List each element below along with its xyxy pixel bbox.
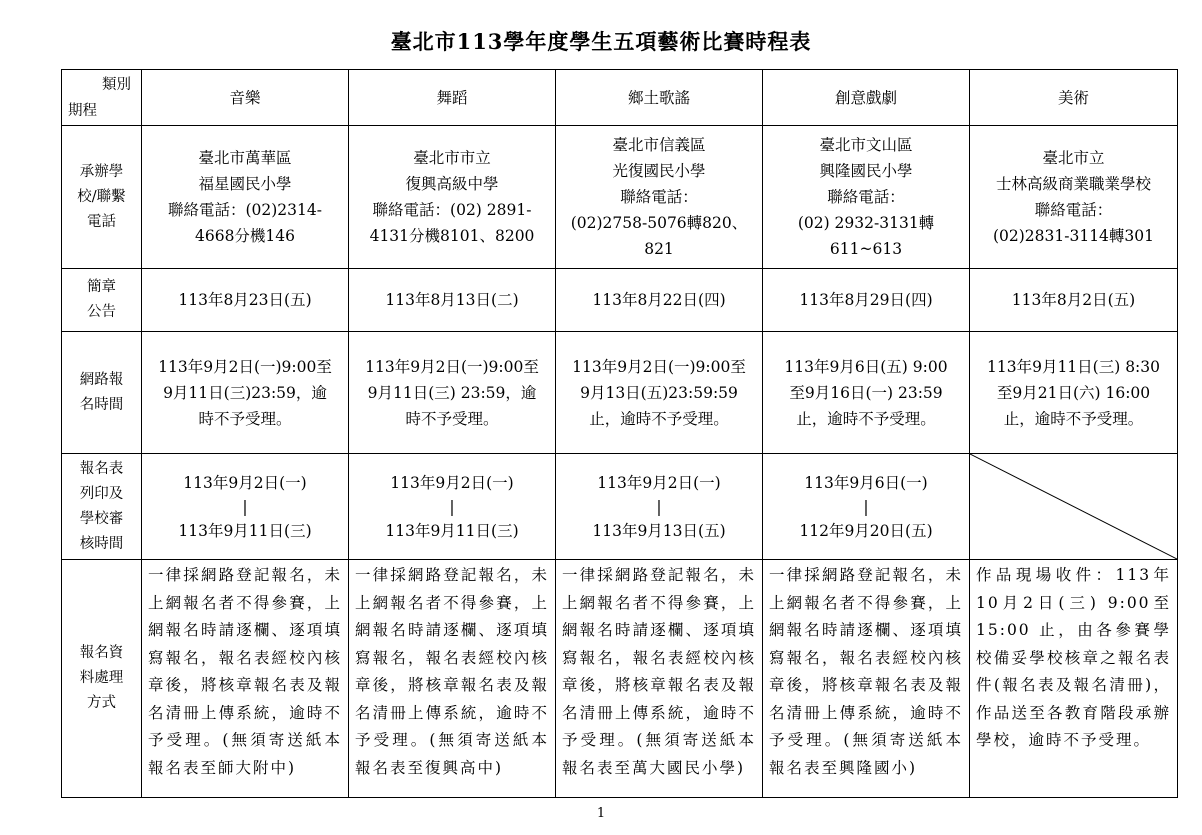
review-start: 113年9月6日(一) <box>804 473 928 492</box>
announce-date: 113年8月29日(四) <box>763 269 970 332</box>
category-header: 美術 <box>970 70 1178 126</box>
row-label-line: 核時間 <box>79 535 124 552</box>
host-cell-folk-song <box>556 126 763 269</box>
host-line: (02)2758-5076轉820、 <box>570 214 748 232</box>
host-line: 聯絡電話： <box>620 188 698 206</box>
period-line: 113年9月2日(一)9:00至 <box>365 357 539 376</box>
row-label-line: 學校審 <box>79 510 124 527</box>
diagonal-line <box>970 454 1177 559</box>
period-line: 9月11日(三) 23:59，逾 <box>367 383 537 402</box>
corner-label-period: 期程 <box>68 103 97 119</box>
host-line: 復興高級中學 <box>405 175 499 193</box>
review-period <box>556 454 763 560</box>
period-line: 時不予受理。 <box>405 409 499 428</box>
range-separator: | <box>449 497 455 516</box>
period-line: 止，逾時不予受理。 <box>796 409 936 428</box>
host-line: 臺北市信義區 <box>612 136 706 154</box>
host-line: 聯絡電話： <box>827 188 905 206</box>
review-start: 113年9月2日(一) <box>390 473 514 492</box>
not-applicable-cell <box>970 454 1178 560</box>
row-label-line: 報名資 <box>79 645 124 661</box>
review-end: 113年9月11日(三) <box>178 521 312 540</box>
review-period <box>142 454 349 560</box>
period-line: 113年9月2日(一)9:00至 <box>572 357 746 376</box>
row-label-announce <box>62 269 142 332</box>
host-line: 聯絡電話： <box>1034 201 1113 219</box>
host-line: 臺北市萬華區 <box>198 149 292 167</box>
period-line: 止，逾時不予受理。 <box>589 409 729 428</box>
row-label-line: 名時間 <box>79 396 124 413</box>
method-paragraph: 一律採網路登記報名，未上網報名者不得參賽，上網報名時請逐欄、逐項填寫報名，報名表經校內核章後，將核章報名表及報名清冊上傳系統，逾時不予受理。(無須寄送紙本報名表至師大附中) <box>148 566 342 777</box>
host-cell-art <box>970 126 1178 269</box>
announce-date: 113年8月23日(五) <box>142 269 349 332</box>
announce-date: 113年8月13日(二) <box>349 269 556 332</box>
host-line: 臺北市文山區 <box>819 136 913 154</box>
row-label-online <box>62 332 142 454</box>
category-header: 鄉土歌謠 <box>556 70 763 126</box>
period-line: 至9月16日(一) 23:59 <box>789 383 943 402</box>
review-end: 112年9月20日(五) <box>799 521 933 540</box>
corner-cell <box>62 70 142 126</box>
online-row <box>62 332 1178 454</box>
review-end: 113年9月11日(三) <box>385 521 519 540</box>
host-row <box>62 126 1178 269</box>
review-period <box>349 454 556 560</box>
range-separator: | <box>656 497 662 516</box>
period-line: 9月11日(三)23:59，逾 <box>163 383 327 402</box>
page-number: 1 <box>596 806 606 821</box>
review-start: 113年9月2日(一) <box>183 473 307 492</box>
period-line: 113年9月11日(三) 8:30 <box>987 357 1160 376</box>
category-header: 創意戲劇 <box>763 70 970 126</box>
host-line: (02) 2932-3131轉 <box>797 214 935 232</box>
review-row <box>62 454 1178 560</box>
method-paragraph: 作品現場收件：113年10月2日(三) 9:00至 15:00 止，由各參賽學校備妥學校核章之報名表件(報名表及報名清冊)，作品送至各教育階段承辦學校，逾時不予受理。 <box>976 566 1171 749</box>
review-end: 113年9月13日(五) <box>592 521 726 540</box>
online-period <box>763 332 970 454</box>
method-text <box>763 560 970 798</box>
method-paragraph: 一律採網路登記報名，未上網報名者不得參賽，上網報名時請逐欄、逐項填寫報名，報名表經校內核章後，將核章報名表及報名清冊上傳系統，逾時不予受理。(無須寄送紙本報名表至復興高中) <box>355 566 549 777</box>
range-separator: | <box>242 497 248 516</box>
host-cell-drama <box>763 126 970 269</box>
schedule-table <box>61 69 1178 798</box>
online-period <box>970 332 1178 454</box>
method-text <box>142 560 349 798</box>
period-line: 113年9月2日(一)9:00至 <box>158 357 332 376</box>
method-text <box>556 560 763 798</box>
host-line: 4668分機146 <box>194 227 296 245</box>
row-label-line: 報名表 <box>79 460 124 477</box>
row-label-line: 簡章 <box>87 279 116 295</box>
host-line: 聯絡電話：(02) 2891- <box>372 201 532 219</box>
period-line: 9月13日(五)23:59:59 <box>580 383 738 402</box>
method-text <box>349 560 556 798</box>
host-line: 821 <box>644 240 674 258</box>
row-label-line: 承辦學 <box>79 163 124 180</box>
method-row <box>62 560 1178 798</box>
corner-label-category: 類別 <box>102 77 131 93</box>
row-label-line: 列印及 <box>79 485 124 502</box>
host-line: 光復國民小學 <box>612 162 706 180</box>
online-period <box>349 332 556 454</box>
host-line: 士林高級商業職業學校 <box>995 175 1151 193</box>
host-line: 福星國民小學 <box>198 175 292 193</box>
row-label-line: 方式 <box>87 695 116 711</box>
announce-row <box>62 269 1178 332</box>
host-cell-music <box>142 126 349 269</box>
row-label-line: 網路報 <box>79 371 124 388</box>
page-title: 臺北市113學年度學生五項藝術比賽時程表 <box>390 29 812 54</box>
period-line: 113年9月6日(五) 9:00 <box>784 357 948 376</box>
row-label-line: 電話 <box>87 213 116 230</box>
review-period <box>763 454 970 560</box>
host-line: 611~613 <box>829 240 903 258</box>
host-line: 聯絡電話：(02)2314- <box>167 201 322 219</box>
online-period <box>556 332 763 454</box>
announce-date: 113年8月22日(四) <box>556 269 763 332</box>
period-line: 至9月21日(六) 16:00 <box>996 383 1151 402</box>
period-line: 時不予受理。 <box>198 409 292 428</box>
review-start: 113年9月2日(一) <box>597 473 721 492</box>
category-header: 舞蹈 <box>349 70 556 126</box>
row-label-line: 料處理 <box>79 670 124 686</box>
host-line: 臺北市立 <box>1042 149 1105 167</box>
range-separator: | <box>863 497 869 516</box>
category-header: 音樂 <box>142 70 349 126</box>
host-line: 興隆國民小學 <box>819 162 913 180</box>
method-text <box>970 560 1178 798</box>
host-line: 4131分機8101、8200 <box>369 227 535 245</box>
row-label-host <box>62 126 142 269</box>
method-paragraph: 一律採網路登記報名，未上網報名者不得參賽，上網報名時請逐欄、逐項填寫報名，報名表經校內核章後，將核章報名表及報名清冊上傳系統，逾時不予受理。(無須寄送紙本報名表至萬大國民小學) <box>562 566 756 777</box>
row-label-method <box>62 560 142 798</box>
method-paragraph: 一律採網路登記報名，未上網報名者不得參賽，上網報名時請逐欄、逐項填寫報名，報名表經校內核章後，將核章報名表及報名清冊上傳系統，逾時不予受理。(無須寄送紙本報名表至興隆國小) <box>769 566 963 777</box>
row-label-line: 公告 <box>87 304 116 320</box>
row-label-review <box>62 454 142 560</box>
host-line: (02)2831-3114轉301 <box>992 227 1155 245</box>
row-label-line: 校/聯繫 <box>77 188 126 205</box>
online-period <box>142 332 349 454</box>
header-row <box>62 70 1178 126</box>
announce-date: 113年8月2日(五) <box>970 269 1178 332</box>
host-line: 臺北市市立 <box>413 149 491 167</box>
host-cell-dance <box>349 126 556 269</box>
period-line: 止，逾時不予受理。 <box>1003 409 1144 428</box>
